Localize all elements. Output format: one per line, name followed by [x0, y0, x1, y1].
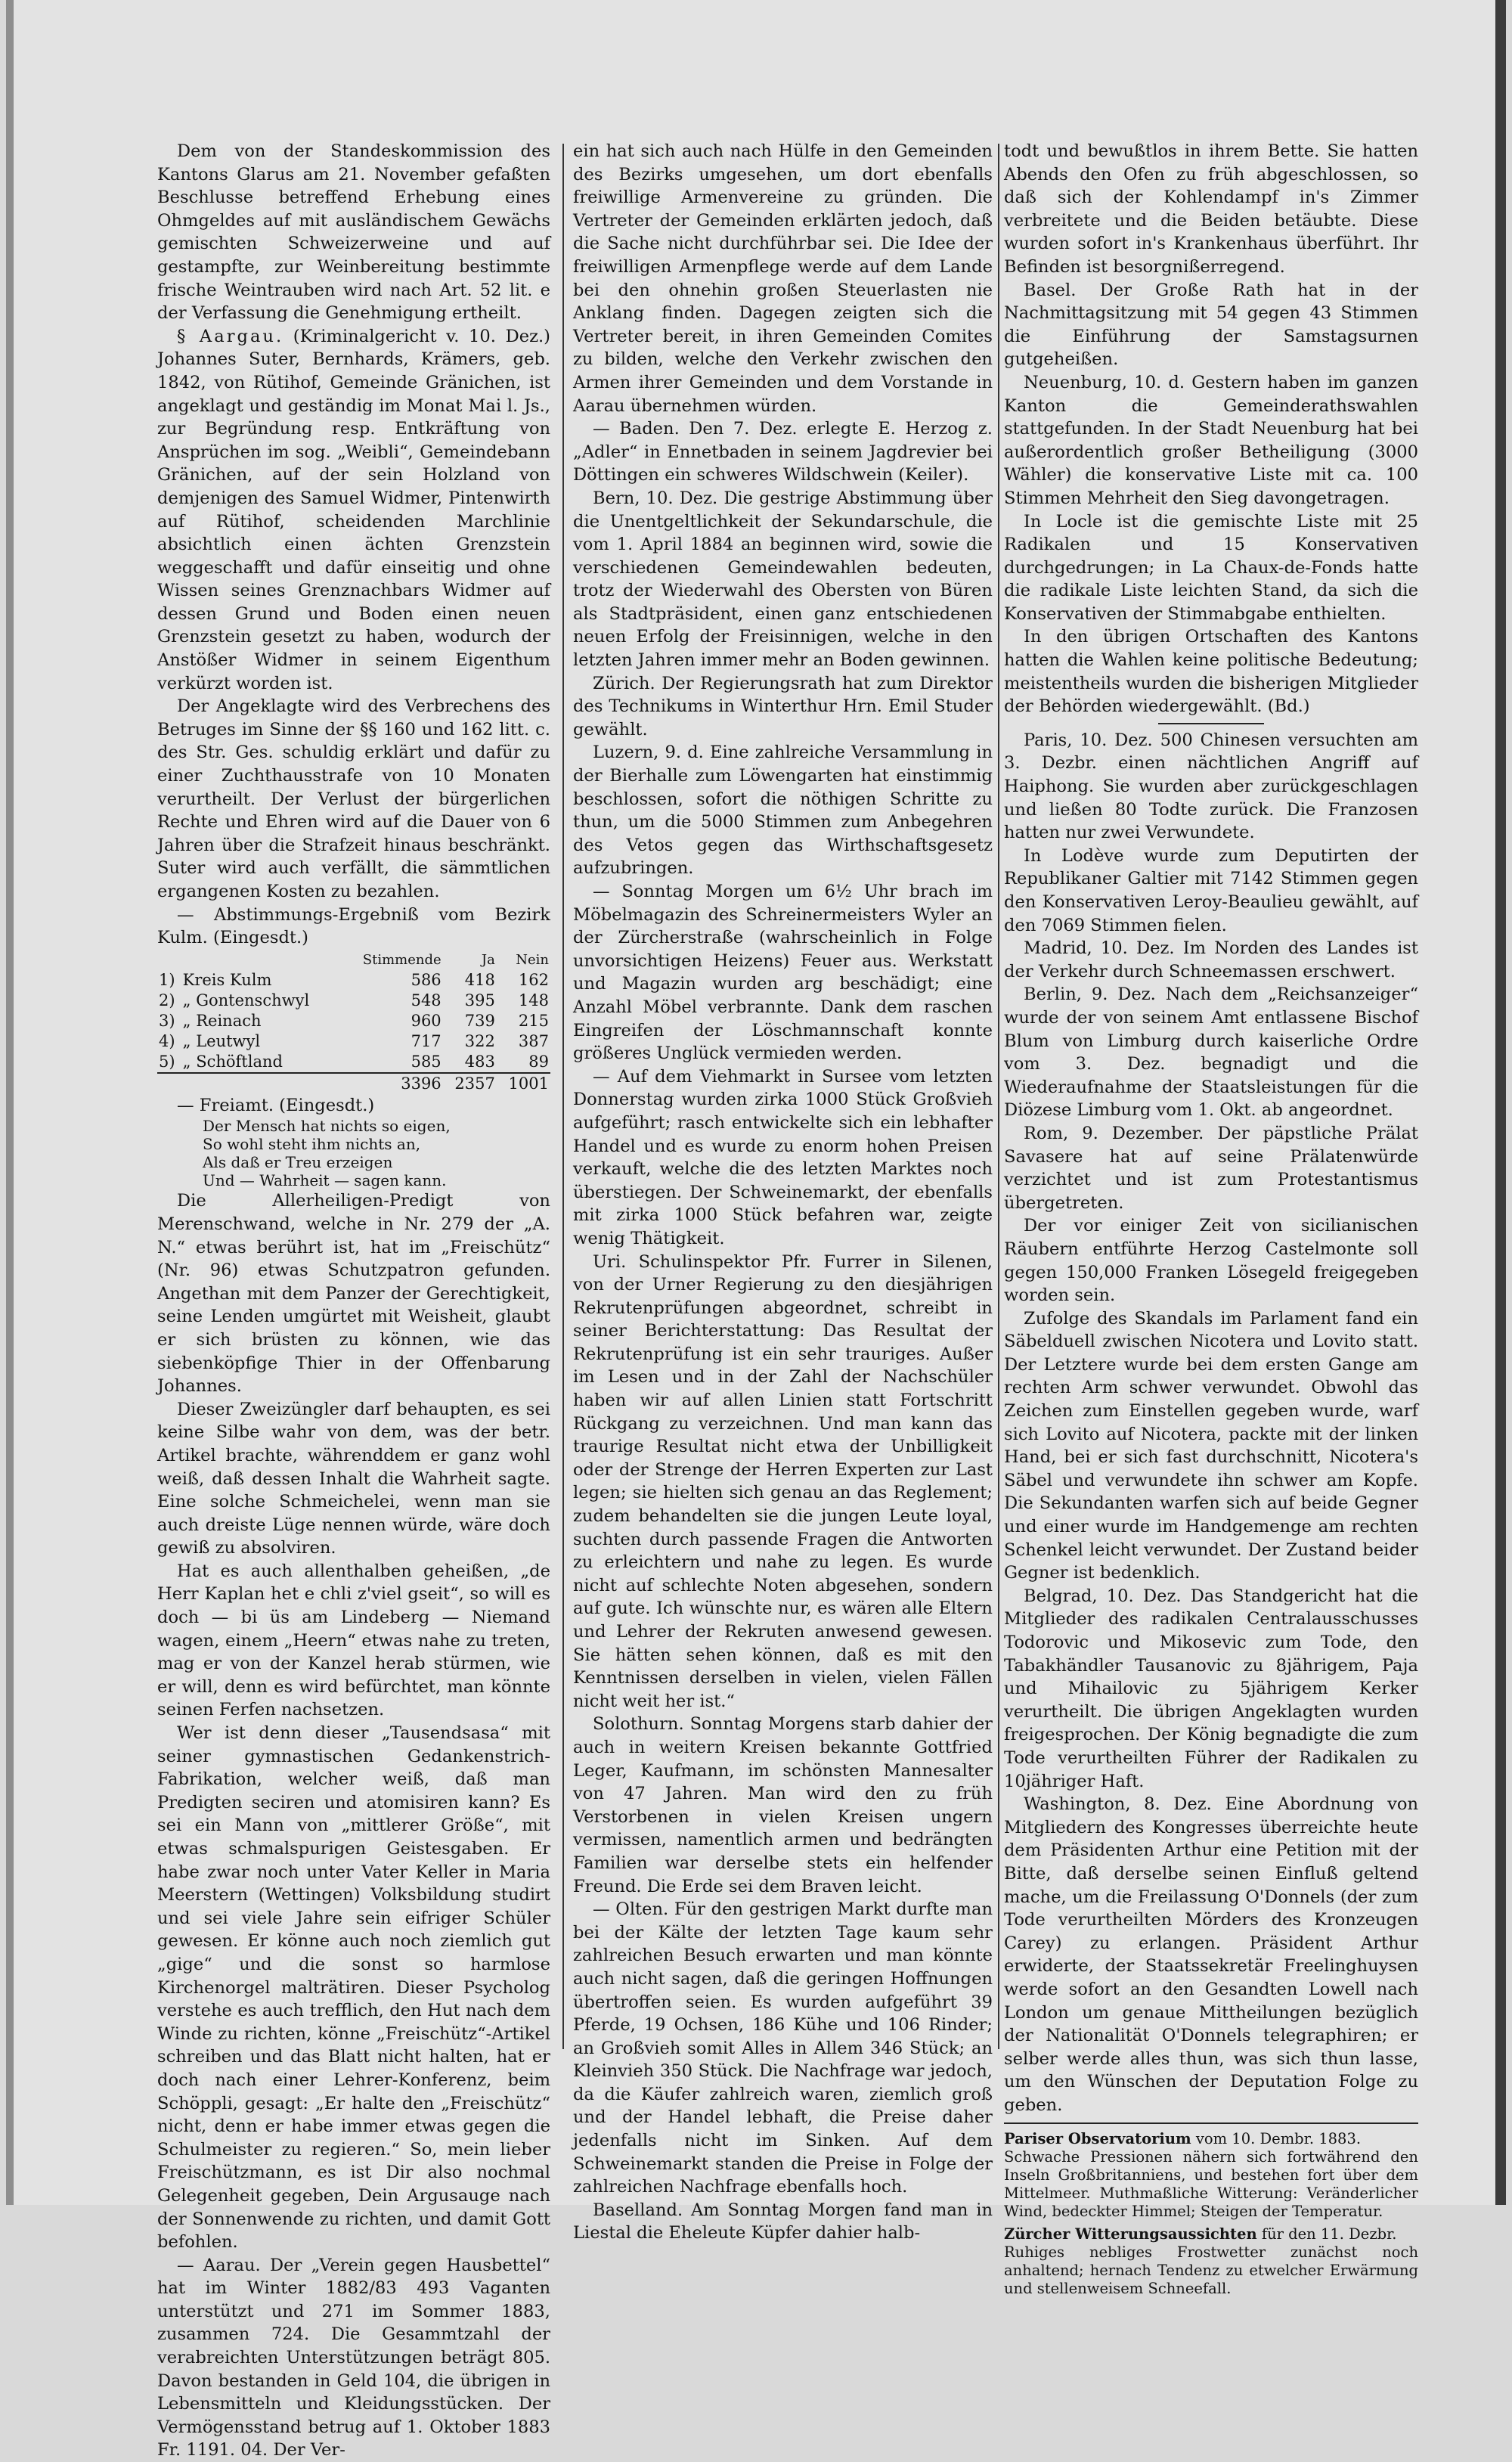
vote-row	[157, 1052, 550, 1073]
vote-header-ja: Ja	[481, 951, 495, 968]
article-rom-3: Zufolge des Skandals im Parlament fand ein Säbelduell zwischen Nicotera und Lovito statt. Der Letztere wurde bei dem ersten Gange am rechten Arm schwer verwundet. Obwohl das Zeichen zum Einstellen gegeben wurde, warf sich Lovito auf Nicotera, packte mit der linken Hand, bei er sich fast durchschnitt, Nicotera's Säbel und verwundete ihn schwer am Kopfe. Die Sekundanten warfen sich auf beide Gegner und einer wurde im Handgemenge am rechten Schenkel leicht verwundet. Der Zustand beider Gegner ist bedenklich.	[1004, 1308, 1418, 1583]
article-luzern: Luzern, 9. d. Eine zahlreiche Versammlung in der Bierhalle zum Löwengarten hat einstimmig beschlossen, sofort die nöthigen Schritte zu thun, um die 5000 Stimmen zum Anbegehren des Vetos gegen das Wirthschaftsgesetz aufzubringen.	[573, 743, 993, 879]
scan-edge-left	[6, 0, 14, 2205]
section-separator	[1158, 723, 1264, 724]
vote-table	[157, 950, 550, 1094]
poem-line: Der Mensch hat nichts so eigen,	[203, 1117, 451, 1136]
vote-row-nein: 215	[518, 1011, 549, 1030]
vote-title: — Abstimmungs-Ergebniß vom Bezirk Kulm. (Eingesdt.)	[157, 904, 550, 948]
article-baselland-cont: todt und bewußtlos in ihrem Bette. Sie hatten Abends den Ofen zu früh abgeschlossen, so daß sich der Kohlendampf in's Zimmer verbreitete und die Beiden betäubte. Diese wurden sofort in's Krankenhaus überführt. Ihr Befinden ist besorgnißerregend.	[1004, 141, 1418, 277]
article-solothurn: Solothurn. Sonntag Morgens starb dahier der auch in weitern Kreisen bekannte Gottfried Leger, Kaufmann, im schönsten Mannesalter von 47 Jahren. Man wird den zu früh Verstorbenen in vielen Kreisen ungern vermissen, namentlich armen und bedrängten Familien war derselbe stets ein helfender Freund. Die Erde sei dem Braven leicht.	[573, 1714, 993, 1896]
newspaper-page	[6, 0, 1506, 2460]
vote-total-stimmende: 3396	[342, 1073, 443, 1094]
vote-row-nein: 148	[518, 991, 549, 1009]
article-paris: Paris, 10. Dez. 500 Chinesen versuchten am 3. Dezbr. einen nächtlichen Angriff auf Haiphong. Sie wurden aber zurückgeschlagen und ließen 80 Todte zurück. Die Franzosen hatten nur zwei Verwundete.	[1004, 730, 1418, 843]
column-3	[1004, 140, 1418, 2298]
article-olten: — Olten. Für den gestrigen Markt durfte man bei der Kälte der letzten Tage kaum sehr zahlreichen Besuch erwarten und man könnte auch nicht sagen, daß die geringen Hoffnungen übertroffen seien. Es wurden aufgeführt 39 Pferde, 19 Ochsen, 186 Kühe und 106 Rinder; an Großvieh somit Alles in Allem 346 Stück; an Kleinvieh 350 Stück. Die Nachfrage war jedoch, da die Käufer zahlreich waren, ziemlich groß und der Handel lebhaft, die Preise daher jedenfalls nicht im Sinken. Auf dem Schweinemarkt standen die Preise in Folge der zahlreichen Nachfrage ebenfalls hoch.	[573, 1899, 993, 2197]
vote-row-nein: 89	[528, 1052, 549, 1071]
vote-total-row	[157, 1073, 550, 1094]
vote-row	[157, 970, 550, 991]
article-washington: Washington, 8. Dez. Eine Abordnung von Mitgliedern des Kongresses überreichte heute dem Präsidenten Arthur eine Petition mit der Bitte, daß derselbe seinen Einfluß geltend mache, um die Freilassung O'Donnels (der zum Tode verurtheilten Mörders des Kronzeugen Carey) zu erlangen. Präsident Arthur erwiderte, der Staatssekretär Freelinghuysen werde sofort an den Gesandten Lowell nach London um genaue Mittheilungen bezüglich der Nationalität O'Donnels telegraphiren; er selber werde alles thun, was sich thun lasse, um den Wünschen der Deputation Folge zu geben.	[1004, 1794, 1418, 2115]
article-rom-2: Der vor einiger Zeit von sicilianischen Räubern entführte Herzog Castelmonte soll gegen 150,000 Franken Lösegeld freigegeben worden sein.	[1004, 1216, 1418, 1306]
vote-row-name: Kreis Kulm	[182, 970, 272, 989]
scan-edge-right	[1495, 0, 1506, 2205]
vote-row-name: „ Gontenschwyl	[182, 991, 310, 1009]
article-rom: Rom, 9. Dezember. Der päpstliche Prälat Savasere hat auf seine Prälatenwürde verzichtet und ist zum Protestantismus übergetreten.	[1004, 1123, 1418, 1213]
column-rule-1	[562, 144, 564, 2049]
vote-row-stimmende: 548	[411, 991, 442, 1009]
vote-row	[157, 1011, 550, 1031]
article-locle: In Locle ist die gemischte Liste mit 25 Radikalen und 15 Konservativen durchgedrungen; in La Chaux-de-Fonds hatte die radikale Liste leichten Stand, da sich die Konservativen der Stimmabgabe enthielten.	[1004, 511, 1418, 624]
article-basel: Basel. Der Große Rath hat in der Nachmittagsitzung mit 54 gegen 43 Stimmen die Einführung der Samstagsurnen gutgeheißen.	[1004, 280, 1418, 370]
vote-header-nein: Nein	[516, 951, 549, 968]
vote-header-stimmende: Stimmende	[362, 951, 442, 968]
vote-row-no: 5)	[159, 1052, 175, 1071]
vote-row-ja: 322	[464, 1031, 495, 1050]
poem-line: So wohl steht ihm nichts an,	[203, 1135, 421, 1154]
article-neuenburg: Neuenburg, 10. d. Gestern haben im ganzen Kanton die Gemeinderathswahlen stattgefunden. In der Stadt Neuenburg hat bei außerordentlich großer Betheiligung (3000 Wähler) die konservative Liste mit ca. 100 Stimmen Mehrheit den Sieg davongetragen.	[1004, 372, 1418, 508]
article-glarus: Dem von der Standeskommission des Kantons Glarus am 21. November gefaßten Beschlusse betreffend Erhebung eines Ohmgeldes auf mit ausländischem Gewächs gemischten Schweizerweine und auf gestampfte, zur Weinbereitung bestimmte frische Weintrauben wird nach Art. 52 lit. e der Verfassung die Genehmigung ertheilt.	[157, 141, 550, 324]
article-luzern-fire: — Sonntag Morgen um 6½ Uhr brach im Möbelmagazin des Schreinermeisters Wyler an der Zürcherstraße (wahrscheinlich in Folge unvorsichtigen Heizens) Feuer aus. Werkstatt und Magazin wurden arg beschädigt; eine Anzahl Möbel verbrannte. Dank dem raschen Eingreifen der Löschmannschaft konnte größeres Unglück vermieden werden.	[573, 882, 993, 1064]
article-madrid: Madrid, 10. Dez. Im Norden des Landes ist der Verkehr durch Schneemassen erschwert.	[1004, 938, 1418, 981]
vote-row-ja: 418	[464, 970, 495, 989]
vote-row-stimmende: 717	[411, 1031, 442, 1050]
vote-row-name: „ Leutwyl	[182, 1031, 261, 1050]
vote-row-no: 2)	[159, 991, 175, 1009]
weather-separator	[1004, 2122, 1418, 2124]
article-berlin: Berlin, 9. Dez. Nach dem „Reichsanzeiger“ wurde der von seinem Amt entlassene Bischof Blum von Limburg durch kaiserliche Ordre vom 3. Dez. begnadigt und die Wiederaufnahme der Staatsleistungen für die Diözese Limburg vom 1. Okt. ab angeordnet.	[1004, 984, 1418, 1121]
weather-paris-text: Schwache Pressionen nähern sich fortwährend den Inseln Großbritanniens, und bestehen fort über dem Mittelmeer. Muthmaßliche Witterung: Veränderlicher Wind, bedeckter Himmel; Steigen der Temperatur.	[1004, 2148, 1418, 2221]
vote-row-ja: 395	[464, 991, 495, 1009]
vote-row-no: 1)	[159, 970, 175, 989]
poem-line: Und — Wahrheit — sagen kann.	[203, 1171, 447, 1190]
article-sursee: — Auf dem Viehmarkt in Sursee vom letzten Donnerstag wurden zirka 1000 Stück Großvieh aufgeführt; rasch entwickelte sich ein lebhafter Handel und es wurde zu enorm hohen Preisen verkauft, welche die des letzten Marktes noch überstiegen. Der Schweinemarkt, der ebenfalls mit zirka 1000 Stück befahren war, zeigte wenig Thätigkeit.	[573, 1066, 993, 1248]
vote-total-ja: 2357	[443, 1073, 497, 1094]
article-freiamt-2: Dieser Zweizüngler darf behaupten, es sei keine Silbe wahr von dem, was der betr. Artikel brachte, währenddem er ganz wohl weiß, daß dessen Inhalt die Wahrheit sagte. Eine solche Schmeichelei, wenn man sie auch dreiste Lüge nennen würde, wäre doch gewiß zu absolviren.	[157, 1399, 550, 1558]
vote-row-ja: 739	[464, 1011, 495, 1030]
article-zuerich: Zürich. Der Regierungsrath hat zum Direktor des Technikums in Winterthur Hrn. Emil Studer gewählt.	[573, 673, 993, 740]
vote-header-row	[157, 950, 550, 970]
article-freiamt-1: Die Allerheiligen-Predigt von Merenschwand, welche in Nr. 279 der „A. N.“ etwas berührt ist, hat im „Freischütz“ (Nr. 96) etwas Schutzpatron gefunden. Angethan mit dem Panzer der Gerechtigkeit, seine Lenden umgürtet mit Weisheit, glaubt er sich brüsten zu können, wie das siebenköpfige Thier in der Offenbarung Johannes.	[157, 1191, 550, 1397]
article-freiamt-3: Hat es auch allenthalben geheißen, „de Herr Kaplan het e chli z'viel gseit“, so will es doch — bi üs am Lindeberg — Niemand wagen, einem „Heern“ etwas nahe zu treten, mag er von der Kanzel herab stürmen, wie er will, denn es wird befürchtet, man könnte seinen Ferfen nachsetzen.	[157, 1561, 550, 1720]
vote-row-name: „ Schöftland	[182, 1052, 283, 1071]
article-baden: — Baden. Den 7. Dez. erlegte E. Herzog z. „Adler“ in Ennetbaden in seinem Jagdrevier bei Döttingen ein schweres Wildschwein (Keiler).	[573, 419, 993, 485]
article-belgrad: Belgrad, 10. Dez. Das Standgericht hat die Mitglieder des radikalen Centralausschusses Todorovic und Mikosevic zum Tode, den Tabakhändler Tausanovic zu 8jährigem, Paja und Mihailovic zu 5jährigem Kerker verurtheilt. Die übrigen Angeklagten wurden freigesprochen. Der König begnadigte die zum Tode verurtheilten Führer der Radikalen zu 10jähriger Haft.	[1004, 1586, 1418, 1791]
article-lodeve: In Lodève wurde zum Deputirten der Republikaner Galtier mit 7142 Stimmen gegen den Konservativen Leroy-Beaulieu gewählt, auf den 7069 Stimmen fielen.	[1004, 845, 1418, 935]
article-baselland: Baselland. Am Sonntag Morgen fand man in Liestal die Eheleute Küpfer dahier halb-	[573, 2200, 993, 2243]
article-bern: Bern, 10. Dez. Die gestrige Abstimmung über die Unentgeltlichkeit der Sekundarschule, die vom 1. April 1884 an beginnen wird, sowie die verschiedenen Gemeindewahlen bedeuten, trotz der Wiederwahl des Obersten von Büren als Stadtpräsident, einen ganz entschiedenen neuen Erfolg der Freisinnigen, welche in den letzten Jahren immer mehr an Boden gewinnen.	[573, 488, 993, 671]
article-aargau	[157, 325, 550, 696]
weather-paris	[1004, 2130, 1418, 2221]
column-rule-2	[998, 144, 999, 2049]
weather-paris-date: vom 10. Dembr. 1883.	[1195, 2130, 1362, 2148]
vote-row-nein: 387	[518, 1031, 549, 1050]
article-uri: Uri. Schulinspektor Pfr. Furrer in Silenen, von der Urner Regierung zu den diesjährigen Rekrutenprüfungen abgeordnet, schreibt in seiner Berichterstattung: Das Resultat der Rekrutenprüfung ist ein sehr trauriges. Außer im Lesen und in der Zahl der Nachschüler haben wir auf allen Linien statt Fortschritt Rückgang zu verzeichnen. Und man kann das traurige Resultat nicht etwa der Unbilligkeit oder der Strenge der Herren Experten zur Last legen; sie hielten sich genau an das Reglement; zudem behandelten sie die jungen Leute loyal, suchten durch passende Fragen die Antworten zu erleichtern und nahe zu legen. Es wurde nicht auf schlechte Noten abgesehen, sondern auf gute. Ich wünschte nur, es wären alle Eltern und Lehrer der Rekruten anwesend gewesen. Sie hätten sehen können, daß es mit den Kenntnissen derselben in vielen, vielen Fällen nicht weit her ist.“	[573, 1251, 993, 1711]
vote-row-ja: 483	[464, 1052, 495, 1071]
weather-paris-title: Pariser Observatorium	[1004, 2130, 1191, 2148]
article-neuenburg-rest: In den übrigen Ortschaften des Kantons hatten die Wahlen keine politische Bedeutung; meistentheils wurden die bisherigen Mitglieder der Behörden wiedergewählt. (Bd.)	[1004, 627, 1418, 717]
vote-row	[157, 991, 550, 1011]
weather-zuerich	[1004, 2225, 1418, 2298]
article-aargau-verdict: Der Angeklagte wird des Verbrechens des Betruges im Sinne der §§ 160 und 162 litt. c. des Str. Ges. schuldig erklärt und dafür zu einer Zuchthausstrafe von 10 Monaten verurtheilt. Der Verlust der bürgerlichen Rechte und Ehren wird auf die Dauer von 6 Jahren über die Strafzeit hinaus beschränkt. Suter wird auch verfällt, die sämmtlichen ergangenen Kosten zu bezahlen.	[157, 696, 550, 901]
article-aargau-text: (Kriminalgericht v. 10. Dez.) Johannes Suter, Bernhards, Krämers, geb. 1842, von Rütihof, Gemeinde Gränichen, ist angeklagt und geständig im Monat Mai l. Js., zur Begründung resp. Entkräftung von Ansprüchen im sog. „Weibli“, Gemeindebann Gränichen, auf der sein Holzland von demjenigen des Samuel Widmer, Pintenwirth auf Rütihof, scheidenden Marchlinie absichtlich einen ächten Grenzstein weggeschafft und dafür einseitig und ohne Wissen seines Grenznachbars Widmer auf dessen Grund und Boden einen neuen Grenzstein gesetzt zu haben, wodurch der Anstößer Widmer in seinem Eigenthum verkürzt worden ist.	[157, 326, 550, 693]
article-aarau: — Aarau. Der „Verein gegen Hausbettel“ hat im Winter 1882/83 493 Vaganten unterstützt und 271 im Sommer 1883, zusammen 724. Die Gesammtzahl der verabreichten Unterstützungen beträgt 805. Davon bestanden in Geld 104, die übrigen in Lebensmitteln und Kleidungsstücken. Der Vermögensstand betrug auf 1. Oktober 1883 Fr. 1191. 04. Der Ver-	[157, 2255, 550, 2460]
weather-zuerich-title: Zürcher Witterungsaussichten	[1004, 2225, 1257, 2243]
article-freiamt-head: — Freiamt. (Eingesdt.)	[177, 1095, 375, 1115]
poem-line: Als daß er Treu erzeigen	[203, 1153, 393, 1172]
column-1	[157, 140, 550, 2462]
vote-row-name: „ Reinach	[182, 1011, 262, 1030]
dateline-aargau: § Aargau.	[177, 326, 284, 346]
vote-row-no: 3)	[159, 1011, 175, 1030]
column-2	[573, 140, 993, 2245]
vote-row	[157, 1031, 550, 1052]
vote-row-no: 4)	[159, 1031, 175, 1050]
vote-total-nein: 1001	[497, 1073, 550, 1094]
weather-zuerich-text: Ruhiges nebliges Frostwetter zunächst noch anhaltend; hernach Tendenz zu etwelcher Erwärmung und stellenweisem Schneefall.	[1004, 2243, 1418, 2298]
weather-zuerich-date: für den 11. Dezbr.	[1261, 2225, 1397, 2243]
article-aarau-cont: ein hat sich auch nach Hülfe in den Gemeinden des Bezirks umgesehen, um dort ebenfalls freiwillige Armenvereine zu gründen. Die Vertreter der Gemeinden erklärten jedoch, daß die Sache nicht durchführbar sei. Die Idee der freiwilligen Armenpflege werde auf dem Lande bei den ohnehin großen Steuerlasten nie Anklang finden. Dagegen zeigten sich die Vertreter bereit, in ihren Gemeinden Comites zu bilden, welche den Verkehr zwischen den Armen ihrer Gemeinden und dem Vorstande in Aarau übernehmen würden.	[573, 141, 993, 416]
vote-row-stimmende: 585	[411, 1052, 442, 1071]
article-freiamt-4: Wer ist denn dieser „Tausendsasa“ mit seiner gymnastischen Gedankenstrich-Fabrikation, welcher weiß, daß man Predigten seciren und atomisiren kann? Es sei ein Mann von „mittlerer Größe“, mit etwas schmalspurigen Geistesgaben. Er habe zwar noch unter Vater Keller in Maria Meerstern (Wettingen) Volksbildung studirt und sei viele Jahre sein eifriger Schüler gewesen. Er könne auch noch ziemlich gut „gige“ und die sonst so harmlose Kirchenorgel malträtiren. Dieser Psycholog verstehe es auch trefflich, den Hut nach dem Winde zu richten, könne „Freischütz“-Artikel schreiben und das Blatt nicht halten, hat er doch nach einer Lehrer-Konferenz, beim Schöppli, gesagt: „Er halte den „Freischütz“ nicht, denn er habe immer etwas gegen die Schulmeister zu regieren.“ So, mein lieber Freischützmann, es ist Dir also nochmal Gelegenheit gegeben, Dein Argusauge nach der Sonnenwende zu richten, und damit Gott befohlen.	[157, 1723, 550, 2253]
poem	[157, 1117, 550, 1189]
vote-row-stimmende: 960	[411, 1011, 442, 1030]
vote-row-stimmende: 586	[411, 970, 442, 989]
vote-row-nein: 162	[518, 970, 549, 989]
